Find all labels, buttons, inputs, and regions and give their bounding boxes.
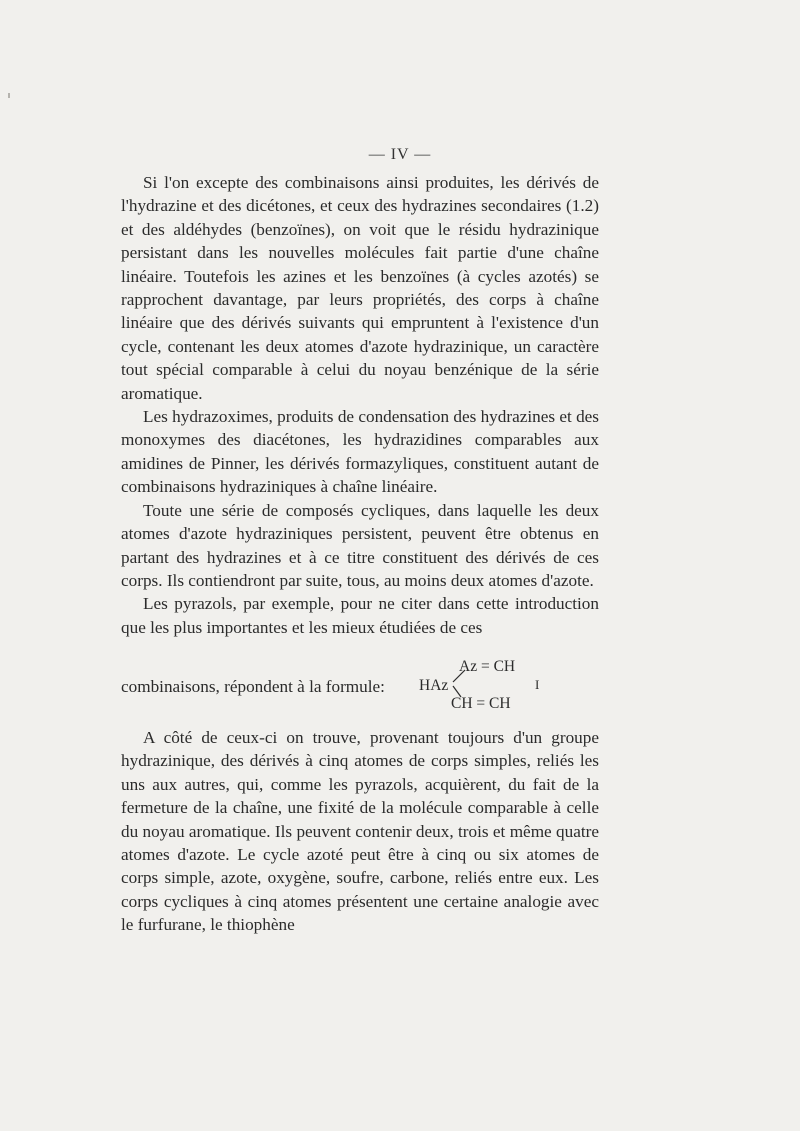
- paragraph-4: Les pyrazols, par exemple, pour ne citer dans cette introduction que les plus importantes et les mieux étudiées de ces: [121, 594, 599, 637]
- body-text-lower: [121, 726, 599, 937]
- scan-speck: [8, 93, 10, 98]
- formula-hub: HAz: [419, 677, 449, 694]
- paragraph-1: Si l'on excepte des combinaisons ainsi produites, les dérivés de l'hydrazine et des dicétones, et ceux des hydrazines secondaires (1.2) et des aldéhydes (benzoïnes), on voit que le résidu hydrazinique persistant dans les nouvelles molécules fait partie d'une chaîne linéaire. Toutefois les azines et les benzoïnes (à cycles azotés) se rapprochent davantage, par leurs propriétés, des corps à chaîne linéaire que des dérivés suivants qui empruntent à l'existence d'un cycle, contenant les deux atomes d'azote hydrazinique, un caractère tout spécial comparable à celui du noyau benzénique de la série aromatique.: [121, 173, 599, 403]
- pyrazol-formula-line: [121, 655, 599, 713]
- formula-intro-text: combinaisons, répondent à la formule:: [121, 677, 385, 696]
- paragraph-5: A côté de ceux-ci on trouve, provenant toujours d'un groupe hydrazinique, des dérivés à cinq atomes de corps simples, reliés les uns aux autres, qui, comme les pyrazols, acquièrent, du fait de la fermeture de la chaîne, une fixité de la molécule comparable à celle du noyau aromatique. Ils peuvent contenir deux, trois et même quatre atomes d'azote. Le cycle azoté peut être à cinq ou six atomes de corps simple, azote, oxygène, soufre, carbone, reliés entre eux. Les corps cycliques à cinq atomes présentent une certaine analogie avec le furfurane, le thiophène: [121, 728, 599, 935]
- pyrazol-structural-formula: [417, 655, 597, 713]
- body-text-upper: [121, 171, 599, 639]
- formula-top-branch: Az = CH: [459, 658, 516, 675]
- page-number: — IV —: [368, 146, 432, 163]
- formula-bottom-branch: CH = CH: [451, 695, 511, 712]
- paragraph-2: Les hydrazoximes, produits de condensation des hydrazines et des monoxymes des diacétones, les hydrazidines comparables aux amidines de Pinner, les dérivés formazyliques, constituent autant de combinaisons hydraziniques à chaîne linéaire.: [121, 407, 599, 497]
- formula-vertical-bond: I: [535, 677, 540, 692]
- paragraph-3: Toute une série de composés cycliques, dans laquelle les deux atomes d'azote hydraziniques persistent, peuvent être obtenus en partant des hydrazines et à ce titre constituent des dérivés de ces corps. Ils contiendront par suite, tous, au moins deux atomes d'azote.: [121, 500, 599, 590]
